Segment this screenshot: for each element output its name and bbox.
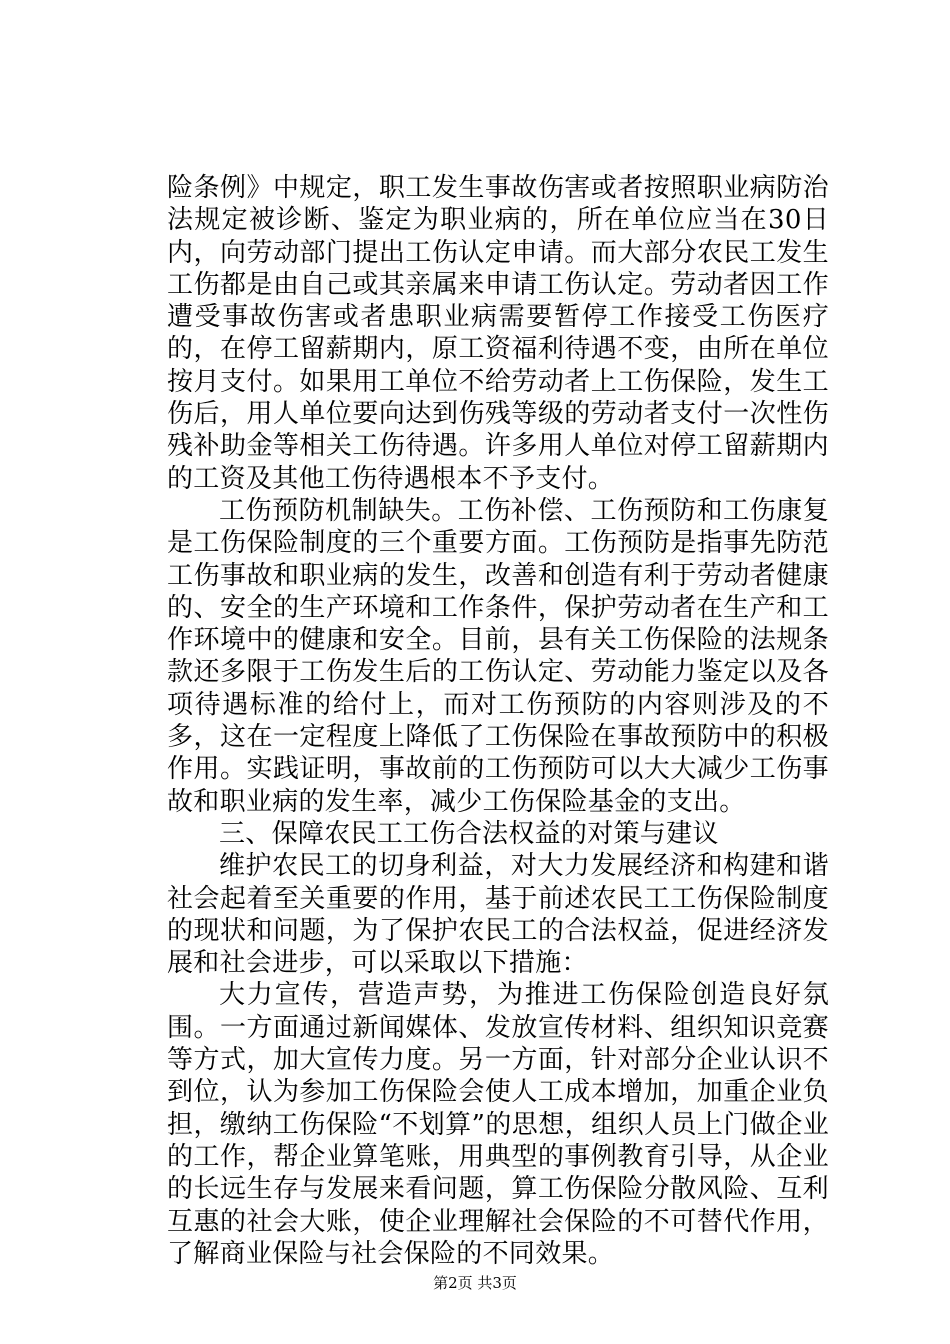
paragraph-1: 险条例》中规定，职工发生事故伤害或者按照职业病防治法规定被诊断、鉴定为职业病的，所在单位应当在30日内，向劳动部门提出工伤认定申请。而大部分农民工发生工伤都是由自己或其亲属来申请工伤认定。劳动者因工作遭受事故伤害或者患职业病需要暂停工作接受工伤医疗的，在停工留薪期内，原工资福利待遇不变，由所在单位按月支付。如果用工单位不给劳动者上工伤保险，发生工伤后，用人单位要向达到伤残等级的劳动者支付一次性伤残补助金等相关工伤待遇。许多用人单位对停工留薪期内的工资及其他工伤待遇根本不予支付。 <box>167 173 829 494</box>
document-body <box>167 172 829 1270</box>
page-number-footer: 第2页 共3页 <box>433 1274 517 1292</box>
paragraph-4: 大力宣传，营造声势，为推进工伤保险创造良好氛围。一方面通过新闻媒体、发放宣传材料、组织知识竞赛等方式，加大宣传力度。另一方面，针对部分企业认识不到位，认为参加工伤保险会使人工成本增加，加重企业负担，缴纳工伤保险“不划算”的思想，组织人员上门做企业的工作，帮企业算笔账，用典型的事例教育引导，从企业的长远生存与发展来看问题，算工伤保险分散风险、互利互惠的社会大账，使企业理解社会保险的不可替代作用，了解商业保险与社会保险的不同效果。 <box>167 980 829 1269</box>
paragraph-3: 维护农民工的切身利益，对大力发展经济和构建和谐社会起着至关重要的作用，基于前述农民工工伤保险制度的现状和问题，为了保护农民工的合法权益，促进经济发展和社会进步，可以采取以下措施： <box>167 851 829 979</box>
section-heading: 三、保障农民工工伤合法权益的对策与建议 <box>219 818 719 849</box>
paragraph-2: 工伤预防机制缺失。工伤补偿、工伤预防和工伤康复是工伤保险制度的三个重要方面。工伤预防是指事先防范工伤事故和职业病的发生，改善和创造有利于劳动者健康的、安全的生产环境和工作条件，保护劳动者在生产和工作环境中的健康和安全。目前，县有关工伤保险的法规条款还多限于工伤发生后的工伤认定、劳动能力鉴定以及各项待遇标准的给付上，而对工伤预防的内容则涉及的不多，这在一定程度上降低了工伤保险在事故预防中的积极作用。实践证明，事故前的工伤预防可以大大减少工伤事故和职业病的发生率，减少工伤保险基金的支出。 <box>167 495 829 817</box>
